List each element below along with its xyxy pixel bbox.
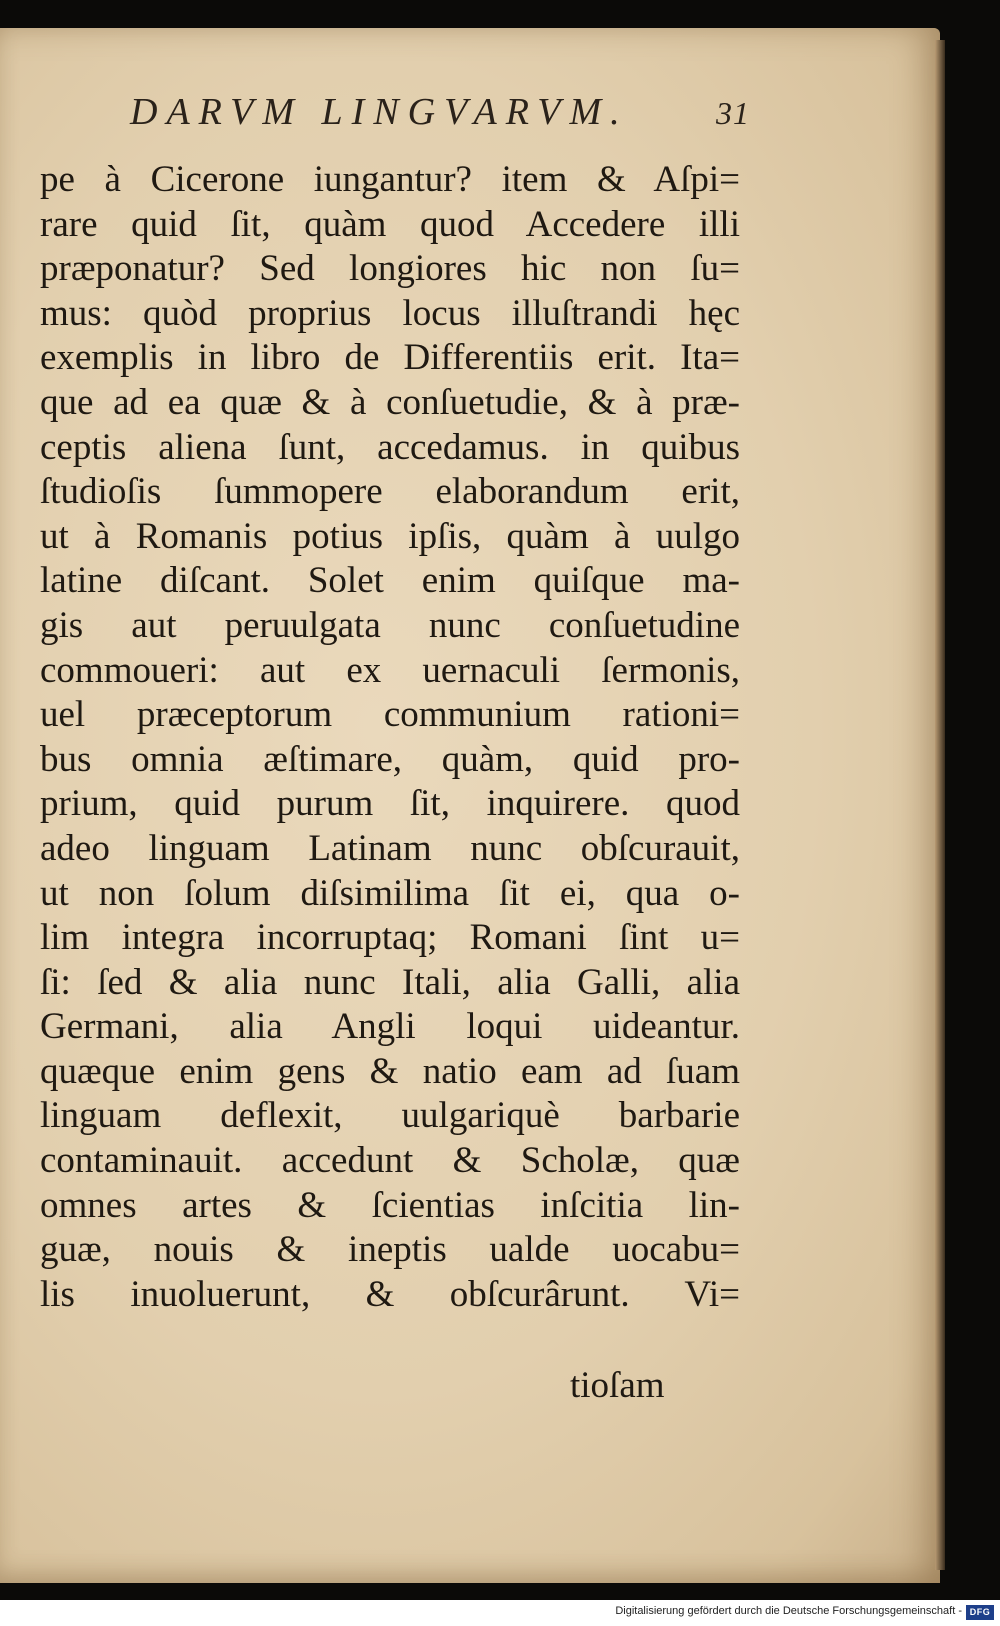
running-head xyxy=(130,90,750,160)
page-edge xyxy=(935,40,945,1570)
text-line: ut non ſolum diſsimilima ſit ei, qua o- xyxy=(40,872,740,914)
text-line: omnes artes & ſcientias inſcitia lin- xyxy=(40,1184,740,1226)
text-line: bus omnia æſtimare, quàm, quid pro- xyxy=(40,738,740,780)
text-line: mus: quòd proprius locus illuſtrandi hęc xyxy=(40,292,740,334)
funding-credit: Digitalisierung gefördert durch die Deutsche Forschungsgemeinschaft - xyxy=(615,1605,962,1617)
text-line: guæ, nouis & ineptis ualde uocabu= xyxy=(40,1229,740,1271)
text-line: uel præceptorum communium rationi= xyxy=(40,694,740,736)
catchword: tioſam xyxy=(570,1365,665,1406)
page-number: 31 xyxy=(716,95,750,131)
text-line: contaminauit. accedunt & Scholæ, quæ xyxy=(40,1140,740,1182)
text-line: Germani, alia Angli loqui uideantur. xyxy=(40,1006,740,1048)
text-line: exemplis in libro de Differentiis erit. Ita= xyxy=(40,337,740,379)
book-page xyxy=(0,28,940,1583)
text-line: quæque enim gens & natio eam ad ſuam xyxy=(40,1050,740,1092)
dfg-logo-icon: DFG xyxy=(966,1605,994,1620)
body-text xyxy=(40,158,740,1317)
text-line: præponatur? Sed longiores hic non ſu= xyxy=(40,248,740,290)
running-title: DARVM LINGVARVM. xyxy=(130,91,629,133)
text-line: lis inuoluerunt, & obſcurârunt. Vi= xyxy=(40,1273,740,1315)
text-line: ſi: ſed & alia nunc Itali, alia Galli, alia xyxy=(40,961,740,1003)
text-line: ut à Romanis potius ipſis, quàm à uulgo xyxy=(40,515,740,557)
text-line: rare quid ſit, quàm quod Accedere illi xyxy=(40,203,740,245)
text-line: latine diſcant. Solet enim quiſque ma- xyxy=(40,560,740,602)
text-line: pe à Cicerone iungantur? item & Aſpi= xyxy=(40,159,740,200)
text-line: que ad ea quæ & à conſuetudie, & à præ- xyxy=(40,381,740,423)
text-line: linguam deflexit, uulgariquè barbarie xyxy=(40,1095,740,1137)
text-line: gis aut peruulgata nunc conſuetudine xyxy=(40,604,740,646)
text-line: ceptis aliena ſunt, accedamus. in quibus xyxy=(40,426,740,468)
text-line: prium, quid purum ſit, inquirere. quod xyxy=(40,783,740,825)
footer-strip xyxy=(0,1600,1000,1626)
text-line: adeo linguam Latinam nunc obſcurauit, xyxy=(40,827,740,869)
text-line: commoueri: aut ex uernaculi ſermonis, xyxy=(40,649,740,691)
text-line: lim integra incorruptaq; Romani ſint u= xyxy=(40,917,740,959)
text-line: ſtudioſis ſummopere elaborandum erit, xyxy=(40,471,740,513)
